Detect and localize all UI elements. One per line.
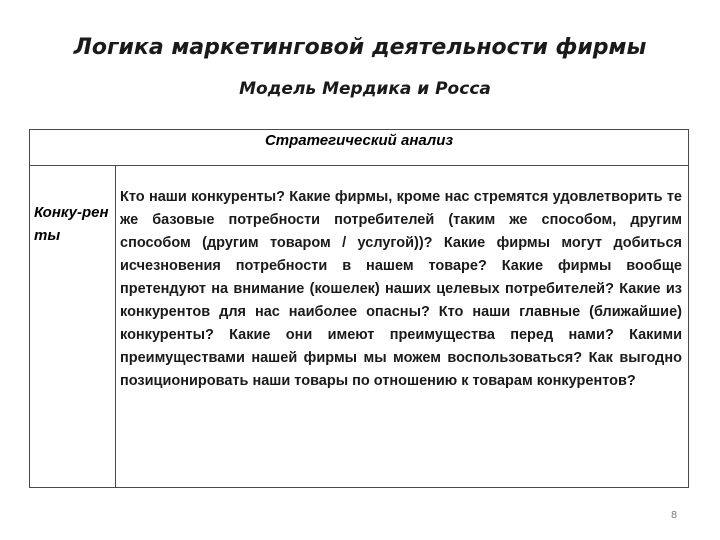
row-label-competitors: Конку-ренты <box>34 204 109 244</box>
page-number: 8 <box>670 510 678 521</box>
strategic-analysis-table <box>29 129 689 488</box>
table-header: Стратегический анализ <box>30 130 688 166</box>
row-label-cell <box>30 166 116 487</box>
row-text-competitors: Кто наши конкуренты? Какие фирмы, кроме нас стремятся удовлетворить те же базовые потребности потребителей (таким же способом, другим способом (другим товаром / услугой))? Какие фирмы могут добиться исчезновения потребности в нашем товаре? Какие фирмы вообще претендуют на внимание (кошелек) наших целевых потребителей? Какие из конкурентов для нас наиболее опасны? Кто наши главные (ближайшие) конкуренты? Какие они имеют преимущества перед нами? Какими преимуществами нашей фирмы мы можем воспользоваться? Как выгодно позиционировать наши товары по отношению к товарам конкурентов? <box>120 189 682 389</box>
slide-subtitle: Модель Мердика и Росса <box>239 79 491 99</box>
slide-title: Логика маркетинговой деятельности фирмы <box>73 35 647 60</box>
